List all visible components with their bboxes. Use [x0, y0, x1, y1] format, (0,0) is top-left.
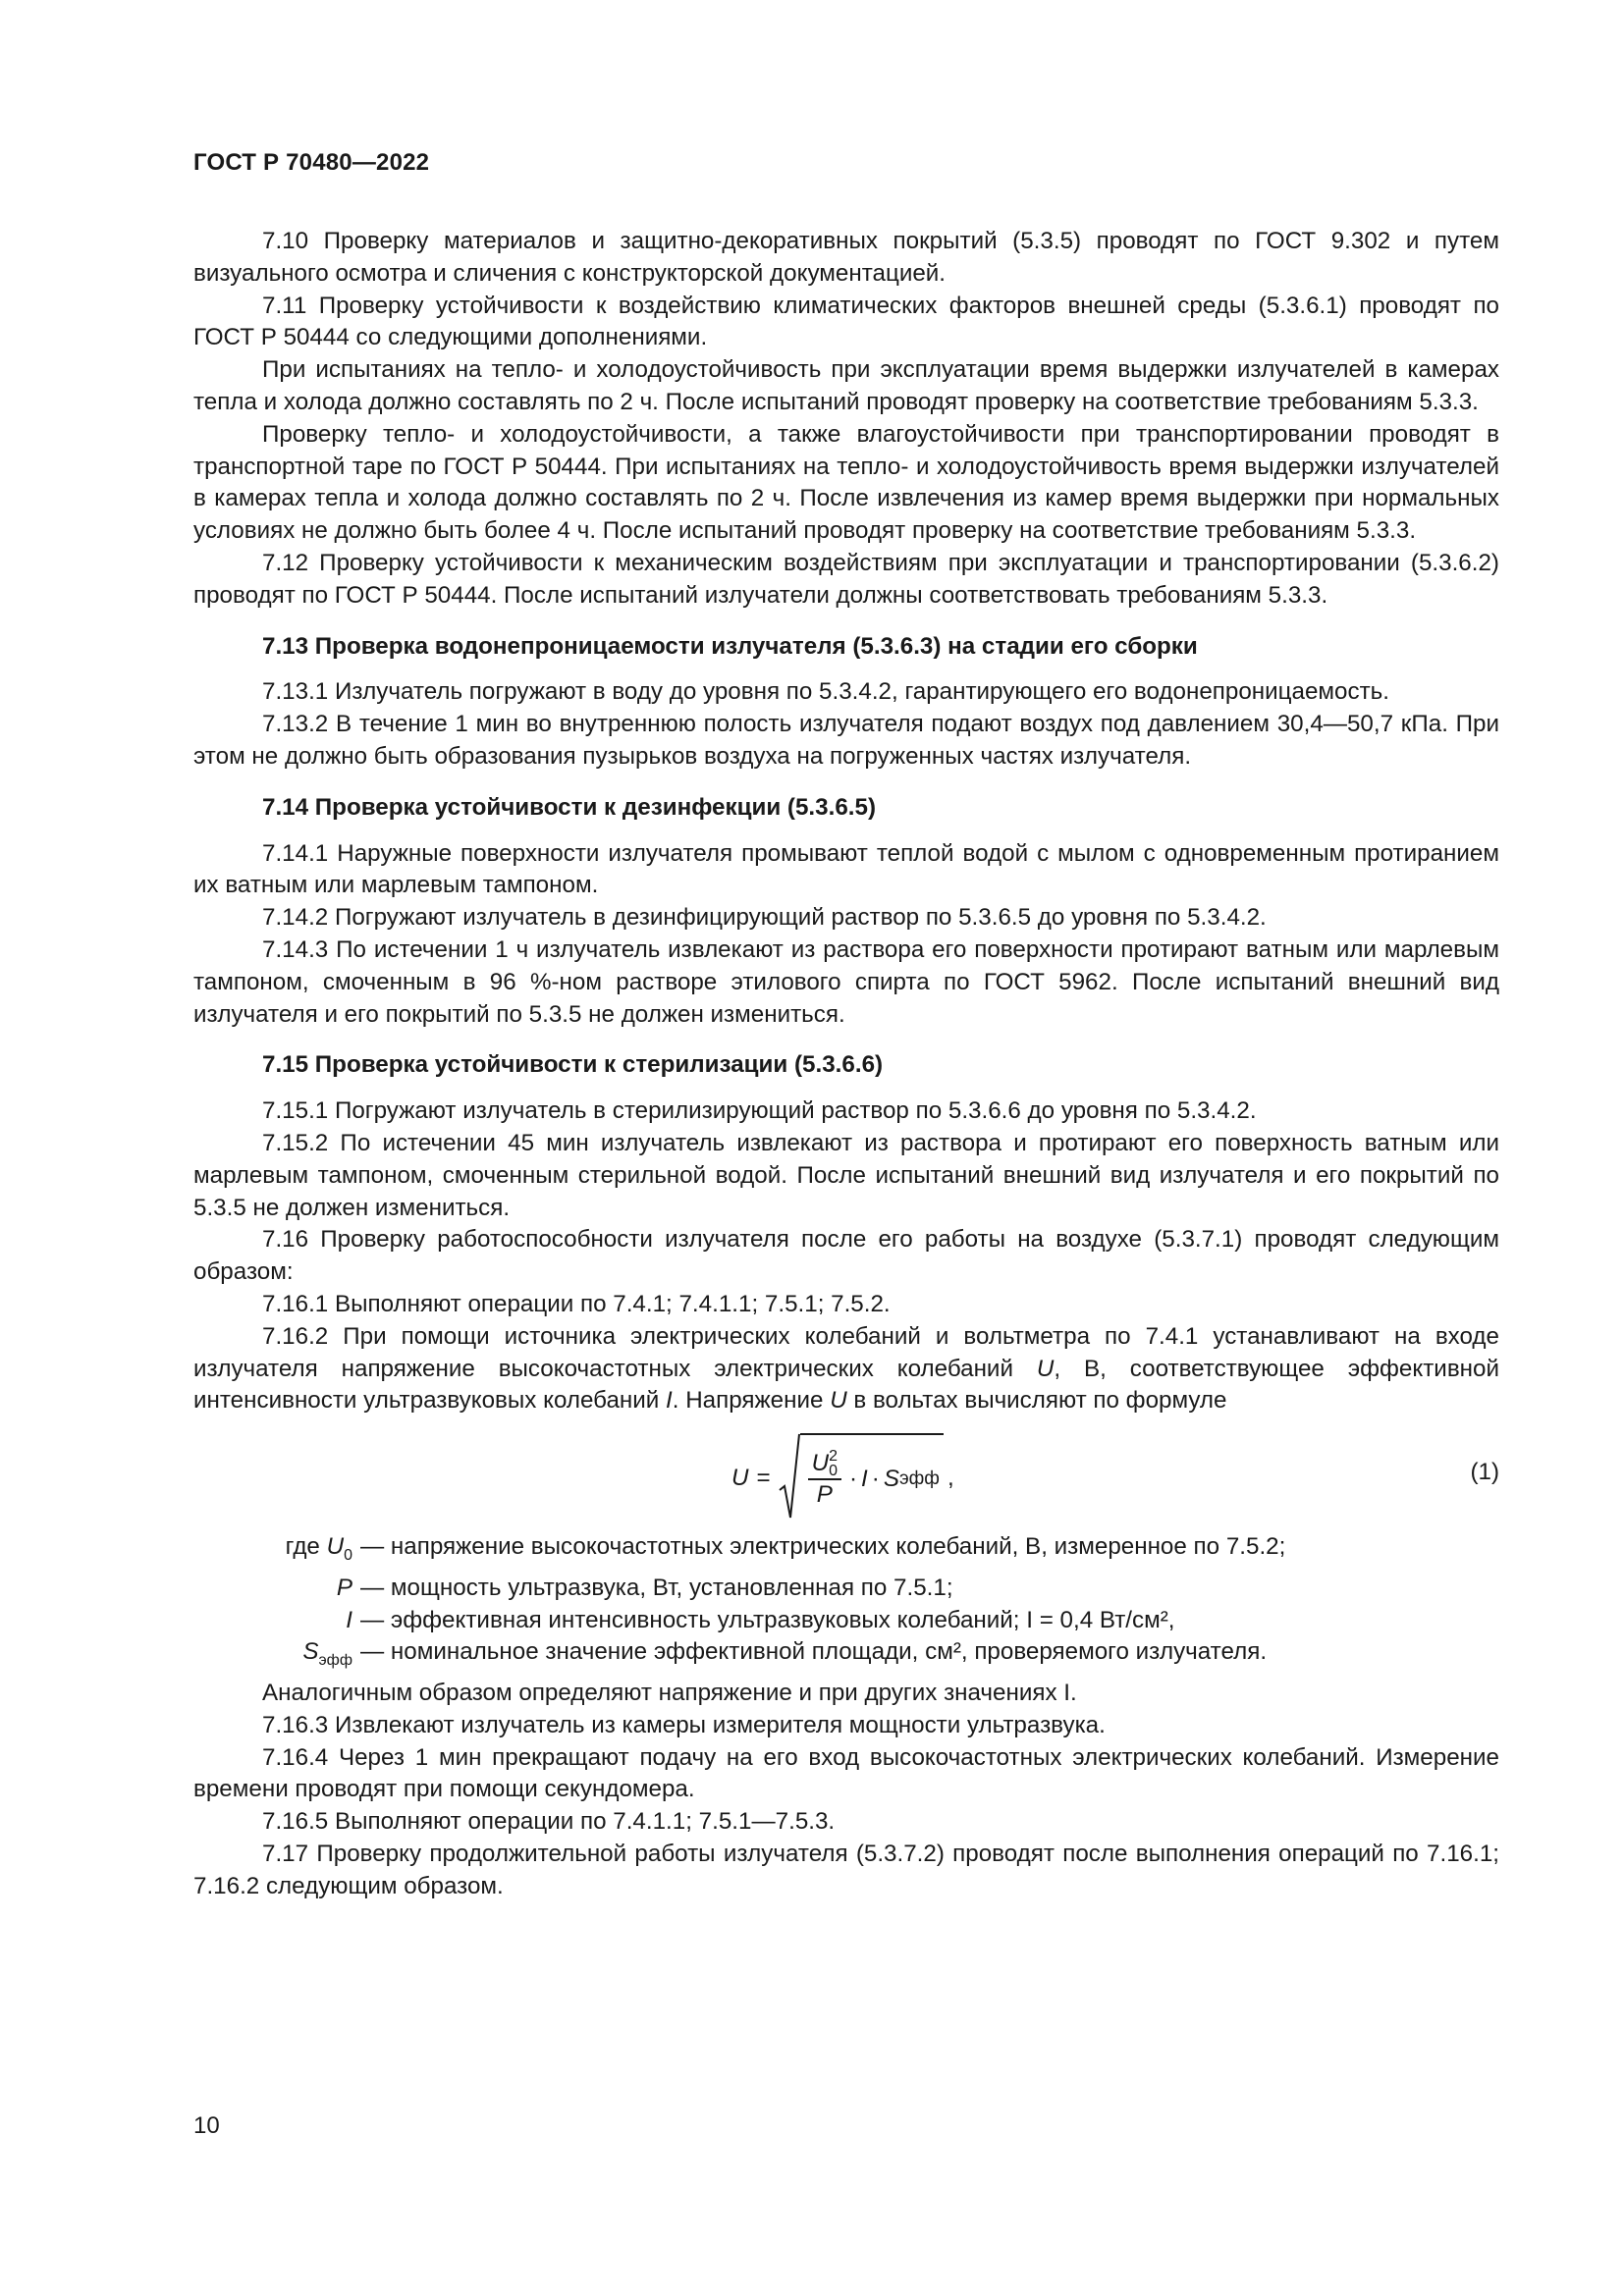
- paragraph-7-16-5: 7.16.5 Выполняют операции по 7.4.1.1; 7.5.1—7.5.3.: [262, 1808, 836, 1836]
- formula-lhs: U: [731, 1464, 749, 1491]
- radicand: [800, 1433, 944, 1523]
- document-body: [193, 226, 1499, 1903]
- multiply-sign: ·: [848, 1465, 858, 1492]
- variable-definitions: [193, 1531, 1499, 1678]
- paragraph-analogous: Аналогичным образом определяют напряжение и при других значениях I.: [262, 1679, 1077, 1706]
- paragraph-7-12: 7.12 Проверку устойчивости к механическим воздействиям при эксплуатации и транспортировании (5.3.6.2) проводят по ГОСТ Р 50444. После испытаний излучатели должны соответствовать требованиям 5.3.3.: [193, 549, 1499, 609]
- document-page: [193, 0, 1499, 2296]
- paragraph-climatic-operation: При испытаниях на тепло- и холодоустойчивость при эксплуатации время выдержки излучателей в камерах тепла и холода должно составлять по 2 ч. После испытаний проводят проверку на соответствие требованиям 5.3.3.: [193, 356, 1499, 415]
- paragraph-7-13-1: 7.13.1 Излучатель погружают в воду до уровня по 5.3.4.2, гарантирующего его водонепроницаемость.: [262, 678, 1389, 706]
- heading-7-13: 7.13 Проверка водонепроницаемости излучателя (5.3.6.3) на стадии его сборки: [262, 632, 1198, 660]
- paragraph-climatic-transport: Проверку тепло- и холодоустойчивости, а также влагоустойчивости при транспортировании проводят в транспортной таре по ГОСТ Р 50444. При испытаниях на тепло- и холодоустойчивость время выдержки излучателей в камерах тепла и холода должно составлять по 2 ч. После извлечения из камер время выдержки при нормальных условиях не должно быть более 4 ч. После испытаний проводят проверку на соответствие требованиям 5.3.3.: [193, 420, 1499, 545]
- standard-header: ГОСТ Р 70480—2022: [193, 149, 430, 176]
- paragraph-7-15-1: 7.15.1 Погружают излучатель в стерилизирующий раствор по 5.3.6.6 до уровня по 5.3.4.2.: [262, 1097, 1257, 1125]
- paragraph-7-16-3: 7.16.3 Извлекают излучатель из камеры измерителя мощности ультразвука.: [262, 1711, 1106, 1738]
- formula-expression: [731, 1431, 954, 1525]
- fraction-numerator: U 2 0: [808, 1449, 841, 1481]
- paragraph-7-14-3: 7.14.3 По истечении 1 ч излучатель извлекают из раствора его поверхности протирают ватным или марлевым тампоном, смоченным в 96 %-ном растворе этилового спирта по ГОСТ 5962. После испытаний внешний вид излучателя и его покрытий по 5.3.5 не должен измениться.: [193, 935, 1499, 1028]
- intensity-symbol: I: [861, 1465, 868, 1492]
- square-root: [779, 1433, 944, 1523]
- paragraph-7-16-4: 7.16.4 Через 1 мин прекращают подачу на его вход высокочастотных электрических колебаний. Измерение времени проводят при помощи секундомера.: [193, 1743, 1499, 1803]
- definition-p: P — мощность ультразвука, Вт, установленная по 7.5.1;: [336, 1574, 953, 1601]
- heading-7-14: 7.14 Проверка устойчивости к дезинфекции (5.3.6.5): [262, 793, 877, 821]
- formula-1: [193, 1425, 1499, 1531]
- paragraph-7-17: 7.17 Проверку продолжительной работы излучателя (5.3.7.2) проводят после выполнения операций по 7.16.1; 7.16.2 следующим образом.: [193, 1840, 1499, 1899]
- paragraph-7-16-2: 7.16.2 При помощи источника электрических колебаний и вольтметра по 7.4.1 устанавливают на входе излучателя напряжение высокочастотных электрических колебаний U, В, соответствующее эффективной интенсивности ультразвуковых колебаний I. Напряжение U в вольтах вычисляют по формуле: [193, 1322, 1499, 1415]
- area-symbol: S: [883, 1465, 899, 1492]
- page-number: 10: [193, 2112, 220, 2139]
- paragraph-7-16-1: 7.16.1 Выполняют операции по 7.4.1; 7.4.1.1; 7.5.1; 7.5.2.: [262, 1290, 891, 1317]
- definition-s-eff: $S_{эфф}$ — номинальное значение эффективной площади, см², проверяемого излучателя.: [302, 1638, 1268, 1670]
- fraction: [808, 1449, 841, 1511]
- definition-u0: где $U_0$ — напряжение высокочастотных электрических колебаний, В, измеренное по 7.5.2;: [285, 1533, 1286, 1564]
- multiply-sign-2: ·: [871, 1465, 880, 1492]
- paragraph-7-15-2: 7.15.2 По истечении 45 мин излучатель извлекают из раствора и протирают его поверхность ватным или марлевым тампоном, смоченным стерильной водой. После испытаний внешний вид излучателя и его покрытий по 5.3.5 не должен измениться.: [193, 1129, 1499, 1221]
- fraction-denominator: P: [816, 1481, 833, 1509]
- area-subscript: эфф: [898, 1468, 940, 1489]
- paragraph-7-14-1: 7.14.1 Наружные поверхности излучателя промывают теплой водой с мылом с одновременным протиранием их ватным или марлевым тампоном.: [193, 839, 1499, 899]
- formula-comma: ,: [947, 1464, 954, 1491]
- definition-i: I — эффективная интенсивность ультразвуковых колебаний; I = 0,4 Вт/см²,: [346, 1606, 1175, 1633]
- paragraph-7-11: 7.11 Проверку устойчивости к воздействию климатических факторов внешней среды (5.3.6.1) проводят по ГОСТ Р 50444 со следующими дополнениями.: [193, 292, 1499, 351]
- equation-number: (1): [1470, 1459, 1499, 1486]
- paragraph-7-13-2: 7.13.2 В течение 1 мин во внутреннюю полость излучателя подают воздух под давлением 30,4—50,7 кПа. При этом не должно быть образования пузырьков воздуха на погруженных частях излучателя.: [193, 711, 1499, 770]
- paragraph-7-14-2: 7.14.2 Погружают излучатель в дезинфицирующий раствор по 5.3.6.5 до уровня по 5.3.4.2.: [262, 904, 1267, 932]
- paragraph-7-16: 7.16 Проверку работоспособности излучателя после его работы на воздухе (5.3.7.1) проводят следующим образом:: [193, 1226, 1499, 1286]
- paragraph-7-10: 7.10 Проверку материалов и защитно-декоративных покрытий (5.3.5) проводят по ГОСТ 9.302 и путем визуального осмотра и сличения с конструкторской документацией.: [193, 228, 1499, 287]
- formula-equals: =: [756, 1464, 771, 1491]
- heading-7-15: 7.15 Проверка устойчивости к стерилизации (5.3.6.6): [262, 1051, 884, 1079]
- radical-sign-icon: [779, 1433, 800, 1523]
